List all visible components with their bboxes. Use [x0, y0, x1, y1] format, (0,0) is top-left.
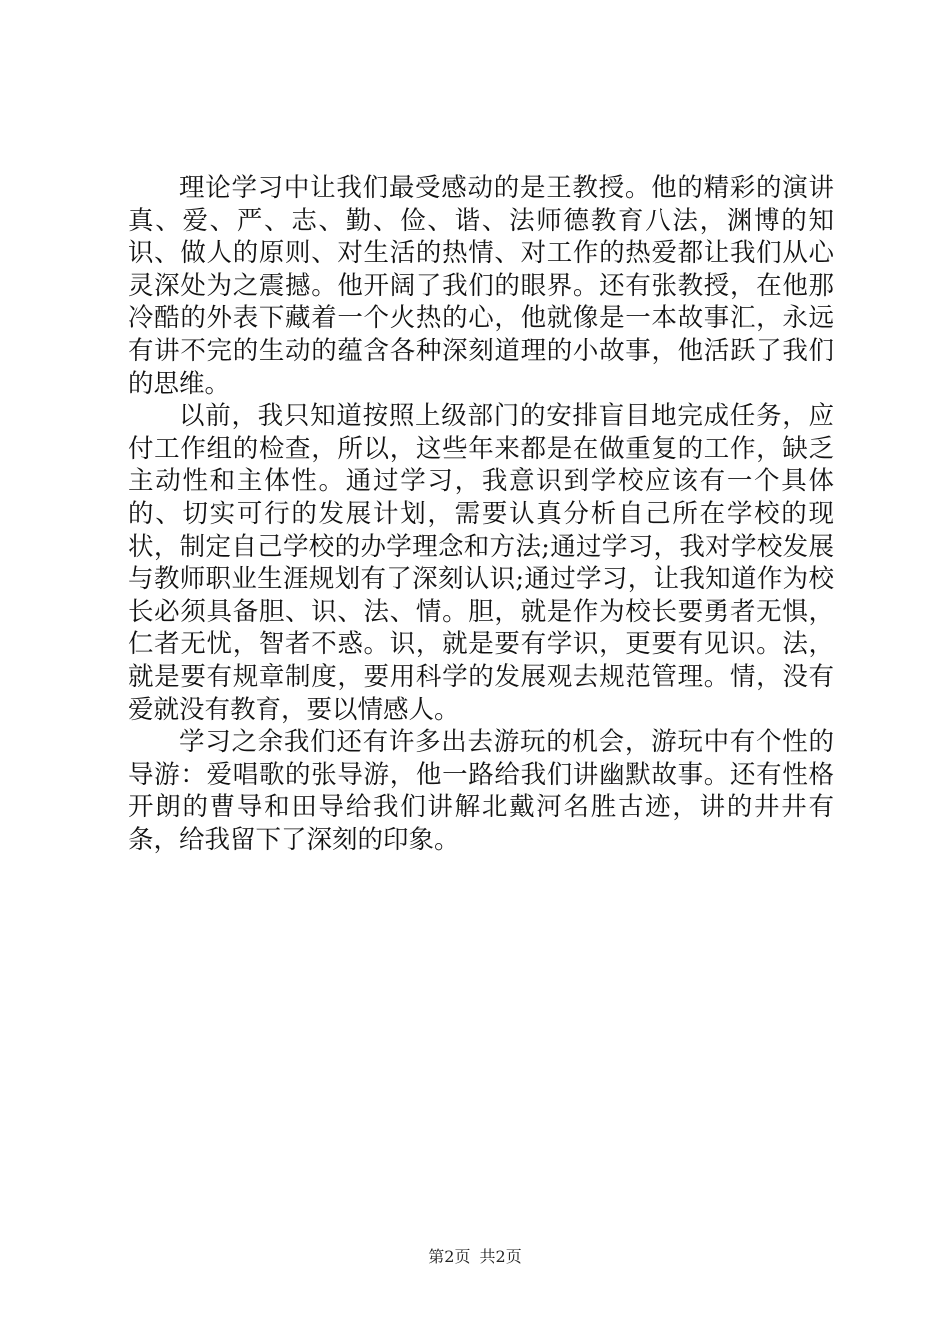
paragraph-1: 理论学习中让我们最受感动的是王教授。他的精彩的演讲真、爱、严、志、勤、俭、谐、法师德教育八法，渊博的知识、做人的原则、对生活的热情、对工作的热爱都让我们从心灵深处为之震撼。他开阔了我们的眼界。还有张教授，在他那冷酷的外表下藏着一个火热的心，他就像是一本故事汇，永远有讲不完的生动的蕴含各种深刻道理的小故事，他活跃了我们的思维。 [128, 173, 834, 399]
page-total: 共2页 [479, 1247, 522, 1266]
document-body [128, 172, 834, 856]
paragraph-3: 学习之余我们还有许多出去游玩的机会，游玩中有个性的导游：爱唱歌的张导游，他一路给我们讲幽默故事。还有性格开朗的曹导和田导给我们讲解北戴河名胜古迹，讲的井井有条，给我留下了深刻的印象。 [128, 727, 834, 855]
page-footer [0, 1244, 950, 1267]
paragraph-2: 以前，我只知道按照上级部门的安排盲目地完成任务，应付工作组的检查，所以，这些年来都是在做重复的工作，缺乏主动性和主体性。通过学习，我意识到学校应该有一个具体的、切实可行的发展计划，需要认真分析自己所在学校的现状，制定自己学校的办学理念和方法;通过学习，我对学校发展与教师职业生涯规划有了深刻认识;通过学习，让我知道作为校长必须具备胆、识、法、情。胆，就是作为校长要勇者无惧，仁者无忧，智者不惑。识，就是要有学识，更要有见识。法，就是要有规章制度，要用科学的发展观去规范管理。情，没有爱就没有教育，要以情感人。 [128, 401, 834, 725]
page-number: 第2页 [428, 1247, 471, 1266]
